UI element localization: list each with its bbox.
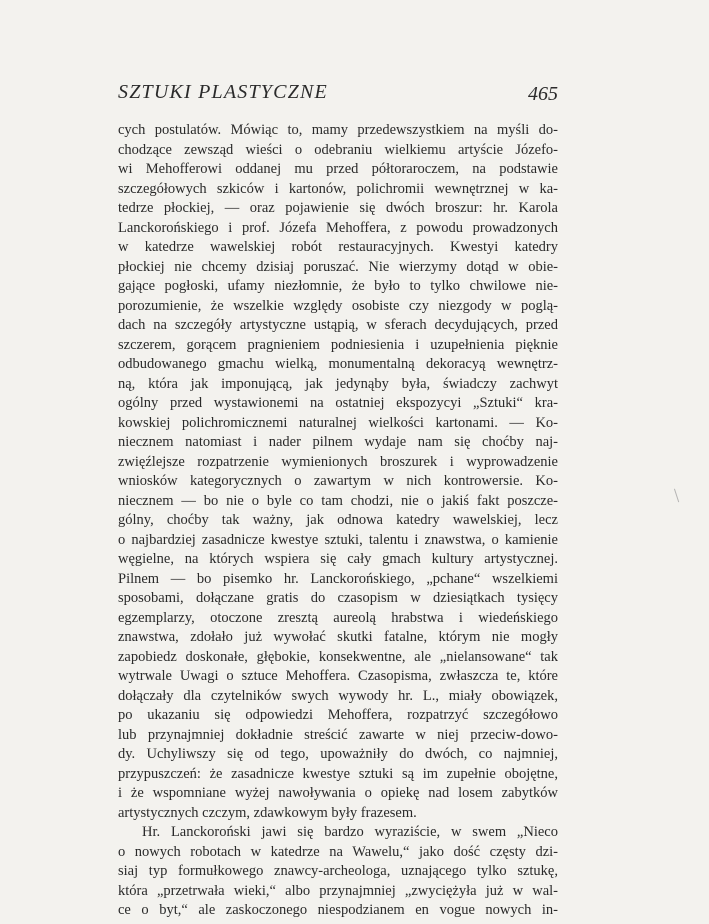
text-line: chodzące zewsząd wieści o odebraniu wielkiemu artyście Józefo- <box>118 141 558 158</box>
text-line: znawstwa, zdołało już wywołać skutki fatalne, którym nie mogły <box>118 629 558 645</box>
text-line: węgielne, na których wspiera się cały gmach kultury artystycznej. <box>118 551 558 567</box>
text-line: lub przynajmniej dokładnie streścić zawarte w niej przeciw-dowo- <box>118 726 558 743</box>
text-line: o najbardziej zasadnicze kwestye sztuki, talentu i znawstwa, o kamienie <box>118 531 558 548</box>
text-line: cych postulatów. Mówiąc to, mamy przedewszystkiem na myśli do- <box>118 122 558 138</box>
section-title: SZTUKI PLASTYCZNE <box>118 81 328 103</box>
text-line: zapobiedz doskonałe, głębokie, konsekwentne, ale „nielansowane“ tak <box>118 648 558 665</box>
text-line: ną, która jak imponującą, jak jedynąby była, świadczy zachwyt <box>118 375 558 392</box>
text-line: Lanckorońskiego i prof. Józefa Mehoffera, z powodu prowadzonych <box>118 219 558 236</box>
body-text <box>118 121 558 921</box>
text-line: niecznem natomiast i nader pilnem wydaje nam się choćby naj- <box>118 434 558 450</box>
text-line: ogólny przed wystawionemi na ostatniej ekspozycyi „Sztuki“ kra- <box>118 395 558 411</box>
text-line: po ukazaniu się odpowiedzi Mehoffera, rozpatrzyć szczegółowo <box>118 707 558 723</box>
text-line: dy. Uchyliwszy się od tego, upoważniły do dwóch, co najmniej, <box>118 746 558 762</box>
text-line: ce o byt,“ ale zaskoczonego niespodzianem en vogue nowych in- <box>118 902 558 918</box>
text-line: Hr. Lanckoroński jawi się bardzo wyraziście, w swem „Nieco <box>142 824 558 840</box>
text-line: gające pogłoski, ufamy niezłomnie, że było to tylko chwilowe nie- <box>118 278 558 294</box>
text-line: płockiej nie chcemy dzisiaj poruszać. Nie wierzymy dotąd w obie- <box>118 258 558 275</box>
text-line: dołączały dla czytelników swych wywody hr. L., miały obowiązek, <box>118 687 558 704</box>
text-line: o nowych robotach w katedrze na Wawelu,“ jako dość częsty dzi- <box>118 843 558 860</box>
text-line: dach na szczegóły artystyczne ustąpią, w sferach decydujących, przed <box>118 317 558 333</box>
text-line: egzemplarzy, otoczone zresztą aureolą hrabstwa i wiedeńskiego <box>118 609 558 626</box>
text-line: wniosków kategorycznych o zawartym w nich kontrowersie. Ko- <box>118 473 558 489</box>
margin-mark <box>674 488 682 503</box>
text-line: która „przetrwała wieki,“ albo przynajmniej „zwyciężyła już w wal- <box>118 882 558 899</box>
text-line: i że wspomniane wyżej nawoływania o opiekę nad losem zabytków <box>118 785 558 801</box>
text-line: tedrze płockiej, — oraz pojawienie się dwóch broszur: hr. Karola <box>118 200 558 216</box>
text-line: szczerem, gorącem pragnieniem podniesienia i uzupełnienia pięknie <box>118 336 558 353</box>
text-line: wi Mehofferowi oddanej mu przed półtoraroczem, na podstawie <box>118 161 558 177</box>
text-line: odbudowanego gmachu wielką, monumentalną dekoracyą wewnętrz- <box>118 356 558 372</box>
text-line: zwięźlejsze rozpatrzenie wymienionych broszurek i wyprowadzenie <box>118 453 558 470</box>
page-number: 465 <box>528 83 558 105</box>
text-line: w katedrze wawelskiej robót restauracyjnych. Kwestyi katedry <box>118 239 558 255</box>
running-head <box>118 79 558 109</box>
text-line: szczegółowych szkiców i kartonów, polichromii wewnętrznej w ka- <box>118 180 558 197</box>
text-line: niecznem — bo nie o byle co tam chodzi, nie o jakiś fakt poszcze- <box>118 492 558 509</box>
text-line: siaj typ formułkowego znawcy-archeologa, uznającego tylko sztukę, <box>118 863 558 879</box>
text-line: wytrwale Uwagi o sztuce Mehoffera. Czasopisma, zwłaszcza te, które <box>118 668 558 684</box>
text-line: sposobami, dołączane gratis do czasopism w dziesiątkach tysięcy <box>118 590 558 606</box>
text-line: porozumienie, że wszelkie względy osobiste czy niezgody w poglą- <box>118 297 558 314</box>
text-line: Pilnem — bo pisemko hr. Lanckorońskiego, „pchane“ wszelkiemi <box>118 570 558 587</box>
text-line: gólny, choćby tak ważny, jak odnowa katedry wawelskiej, lecz <box>118 512 558 528</box>
text-line: artystycznych czczym, zdawkowym były frazesem. <box>118 804 417 821</box>
text-line: przypuszczeń: że zasadnicze kwestye sztuki są im zupełnie obojętne, <box>118 765 558 782</box>
text-line: kowskiej polichromicznemi naturalnej wielkości kartonami. — Ko- <box>118 414 558 431</box>
